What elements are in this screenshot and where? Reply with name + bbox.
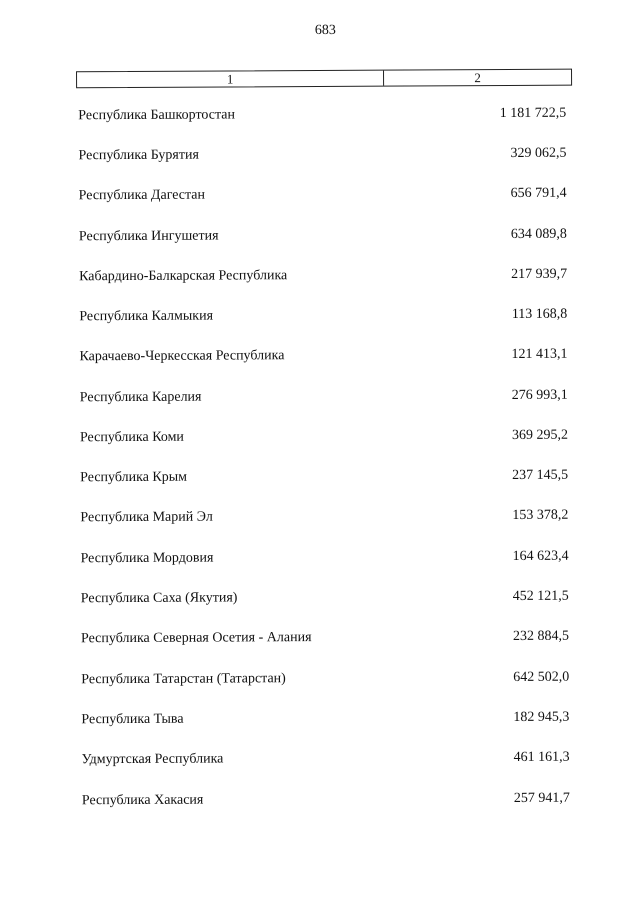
table-row <box>80 427 568 448</box>
region-name: Республика Калмыкия <box>79 308 214 325</box>
table-row <box>80 387 568 408</box>
region-name: Республика Бурятия <box>78 147 199 164</box>
region-amount: 237 145,5 <box>512 467 569 483</box>
region-name: Республика Коми <box>79 429 184 446</box>
table-row <box>81 548 569 569</box>
region-amount: 642 502,0 <box>513 669 570 685</box>
table-row <box>80 507 568 528</box>
region-name: Карачаево-Черкесская Республика <box>79 348 285 365</box>
region-amount: 656 791,4 <box>510 185 567 201</box>
region-amount: 276 993,1 <box>511 387 568 403</box>
table-row <box>81 669 569 690</box>
table-row <box>80 467 568 488</box>
table-row <box>79 306 567 327</box>
table-row <box>82 749 570 770</box>
region-amount: 369 295,2 <box>511 427 568 443</box>
table-row <box>79 346 567 367</box>
region-name: Республика Саха (Якутия) <box>80 590 238 607</box>
region-amount: 329 062,5 <box>510 145 567 161</box>
table-header-column-2: 2 <box>474 70 481 86</box>
region-amount: 182 945,3 <box>513 709 570 725</box>
region-name: Республика Башкортостан <box>78 107 235 124</box>
table-row <box>78 145 566 166</box>
table-row <box>81 709 569 730</box>
region-name: Удмуртская Республика <box>81 751 224 768</box>
region-name: Республика Хакасия <box>81 792 204 809</box>
region-amount: 121 413,1 <box>511 346 568 362</box>
table-row <box>79 226 567 247</box>
region-name: Республика Крым <box>80 469 188 486</box>
region-amount: 461 161,3 <box>513 749 570 765</box>
region-name: Республика Карелия <box>79 389 202 406</box>
region-name: Республика Мордовия <box>80 550 214 567</box>
table-header-column-1: 1 <box>77 71 384 88</box>
region-name: Республика Тыва <box>81 711 184 728</box>
region-name: Республика Дагестан <box>78 187 206 204</box>
region-amount: 1 181 722,5 <box>499 105 567 122</box>
region-name: Республика Северная Осетия - Алания <box>80 630 312 647</box>
region-amount: 217 939,7 <box>511 266 568 282</box>
region-name: Кабардино-Балкарская Республика <box>79 268 288 285</box>
region-name: Республика Марий Эл <box>80 509 213 526</box>
region-amount: 164 623,4 <box>512 548 569 564</box>
page-number: 683 <box>314 22 336 39</box>
table-row <box>81 628 569 649</box>
region-amount: 452 121,5 <box>512 588 569 604</box>
table-row <box>79 185 567 206</box>
region-name: Республика Татарстан (Татарстан) <box>81 671 286 688</box>
region-name: Республика Ингушетия <box>78 228 219 245</box>
region-amount: 153 378,2 <box>512 507 569 523</box>
table-row <box>79 266 567 287</box>
region-amount: 232 884,5 <box>512 628 570 644</box>
region-amount: 113 168,8 <box>511 306 568 322</box>
table-row <box>81 588 569 609</box>
table-row <box>82 790 570 811</box>
region-amount: 257 941,7 <box>513 790 570 806</box>
table-row <box>78 105 566 126</box>
region-amount: 634 089,8 <box>510 226 567 242</box>
